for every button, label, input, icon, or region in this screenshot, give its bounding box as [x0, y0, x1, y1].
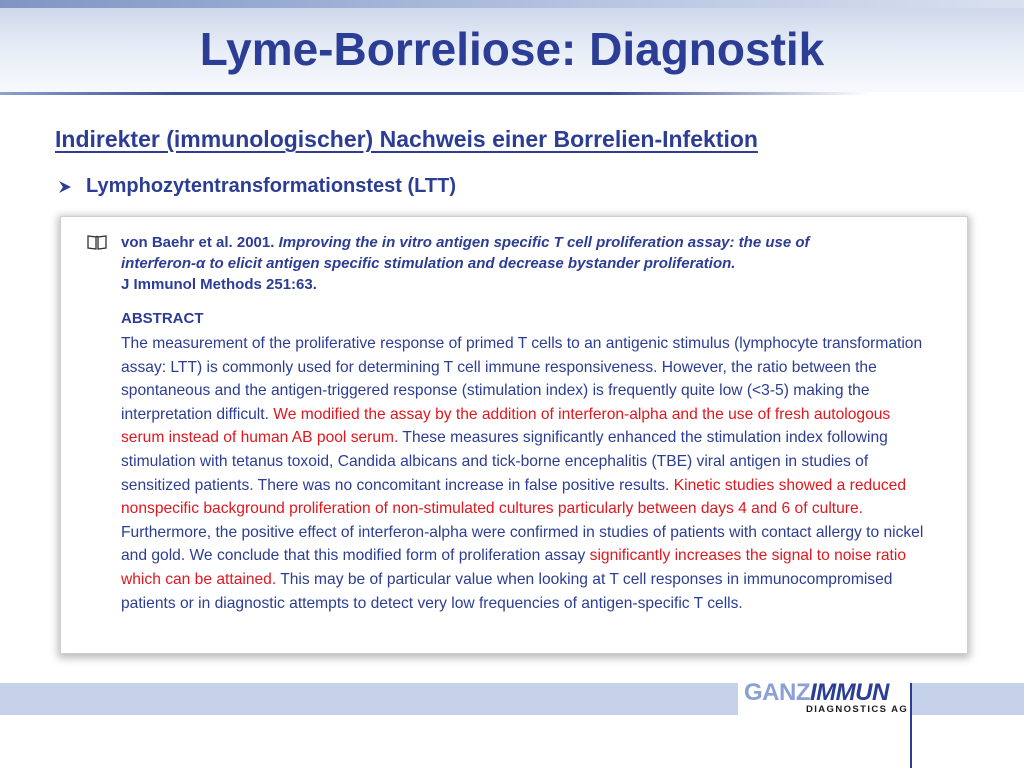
open-book-icon	[87, 234, 107, 250]
company-logo	[744, 679, 889, 707]
reference-title-part1: Improving the in vitro antigen specific T cell proliferation assay: the use of	[278, 234, 810, 251]
logo-immun: IMMUN	[810, 679, 889, 706]
bullet-label: Lymphozytentransformationstest (LTT)	[86, 175, 457, 197]
abstract-segment: The measurement of the proliferative response of primed T cells to an antigenic stimulus (lymphocyte transformation assay: LTT) is commonly used for determining T cell immune responsiveness. However, the ratio between the spontaneous and the antigen-triggered response (stimulation index) is frequently quite low (<3-5) making the interpretation difficult.	[121, 335, 923, 423]
arrow-bullet-icon	[58, 180, 72, 194]
abstract-segment: These measures significantly enhanced the stimulation index following stimulation with tetanus toxoid, Candida albicans and tick-borne encephalitis (TBE) viral antigen in studies of sensitized patients. There was no concomitant increase in false positive results.	[121, 429, 888, 494]
reference-authors: von Baehr et al. 2001.	[121, 234, 275, 251]
reference-alpha: α	[196, 255, 206, 272]
slide-subtitle: Indirekter (immunologischer) Nachweis einer Borrelien-Infektion	[55, 126, 758, 152]
reference-journal: J Immunol Methods 251:63.	[121, 276, 317, 293]
bullet-item	[58, 175, 456, 198]
abstract-segment: This may be of particular value when looking at T cell responses in immunocompromised patients or in diagnostic attempts to detect very low frequencies of antigen-specific T cells.	[121, 570, 893, 612]
logo-ganz: GANZ	[744, 679, 810, 706]
abstract-highlight: We modified the assay by the addition of interferon-alpha and the use of fresh autologous serum instead of human AB pool serum.	[121, 405, 891, 447]
abstract-highlight: Kinetic studies showed a reduced nonspecific background proliferation of non-stimulated cultures particularly between days 4 and 6 of culture.	[121, 476, 907, 518]
reference-title-part2: interferon-	[121, 255, 196, 272]
abstract-segment: Furthermore, the positive effect of interferon-alpha were confirmed in studies of patients with contact allergy to nickel and gold. We conclude that this modified form of proliferation assay	[121, 523, 924, 565]
logo-subtitle: DIAGNOSTICS AG	[806, 704, 909, 715]
reference-title-part3: to elicit antigen specific stimulation and decrease bystander proliferation.	[209, 255, 736, 272]
abstract-heading: ABSTRACT	[121, 310, 204, 327]
abstract-highlight: significantly increases the signal to noise ratio which can be attained.	[121, 547, 907, 588]
slide-title: Lyme-Borreliose: Diagnostik	[199, 23, 825, 75]
footer-vertical-line	[910, 683, 912, 768]
reference-citation	[121, 232, 921, 295]
header-divider	[0, 92, 870, 95]
abstract-box	[60, 216, 968, 654]
abstract-body	[121, 332, 931, 615]
